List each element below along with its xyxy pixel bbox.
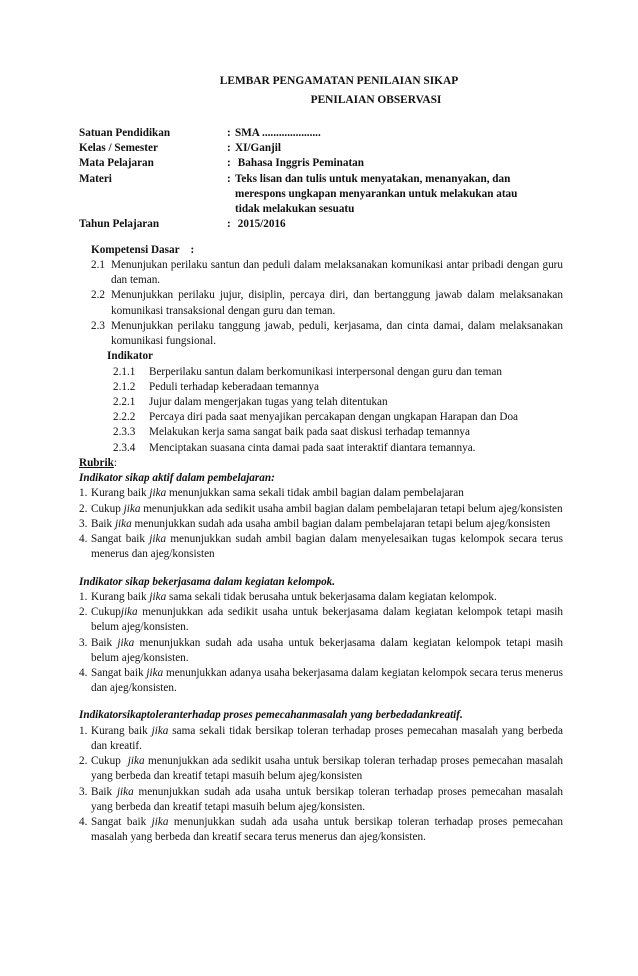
rubric-text [91, 502, 563, 517]
jika-word: jika [117, 636, 135, 649]
jika-word: jika [149, 590, 167, 603]
indikator-number: 2.3.4 [113, 441, 136, 454]
document-subtitle: PENILAIAN OBSERVASI [310, 93, 442, 106]
rubric-description: menunjukkan sudah ada usaha untuk bekerjasama dalam kegiatan kelompok tetapi masih belum ajeg/konsisten. [91, 636, 563, 664]
document-title: LEMBAR PENGAMATAN PENILAIAN SIKAP [219, 75, 459, 87]
rubric-description: menunjukkan ada sedikit usaha untuk bekerjasama dalam kegiatan kelompok tetapi masih belum ajeg/konsisten. [91, 606, 563, 634]
rubric-description: sama sekali tidak bersikap toleran terhadap proses pemecahan masalah yang berbeda dan kreatif. [91, 724, 563, 752]
rubric-item [79, 666, 563, 696]
meta-row-mapel [79, 156, 563, 171]
jika-word: jika [120, 606, 138, 619]
section-title: Indikator sikap aktif dalam pembelajaran: [79, 472, 275, 485]
rubric-level: Baik [91, 636, 118, 649]
rubric-text [91, 785, 563, 815]
document-content [79, 74, 563, 846]
rubric-description: menunjukkan sudah ada usaha untuk bersikap toleran terhadap proses pemecahan masalah yang berbeda dan kreatif secara terus menerus dan ajeg/konsisten. [91, 816, 563, 844]
meta-colon: : [227, 157, 231, 170]
meta-value: SMA ..................... [235, 127, 321, 139]
rubric-item [79, 532, 563, 562]
rubric-number: 3. [79, 785, 88, 798]
rubric-text [91, 724, 563, 754]
kompetensi-number: 2.1 [91, 258, 105, 271]
rubric-level: Kurang baik [91, 590, 150, 603]
indikator-number: 2.2.2 [113, 411, 136, 424]
rubric-text [91, 532, 563, 562]
rubrik-heading [79, 456, 563, 471]
rubric-section-toleran [79, 708, 563, 845]
indikator-heading: Indikator [107, 350, 154, 363]
jika-word: jika [146, 666, 164, 679]
meta-row-satuan [79, 126, 563, 141]
rubric-item [79, 815, 563, 845]
kompetensi-number: 2.2 [91, 289, 105, 302]
rubric-level: Baik [91, 785, 117, 798]
rubric-section-aktif [79, 471, 563, 562]
rubric-level: Sangat baik [91, 816, 152, 829]
rubric-number: 3. [79, 517, 88, 530]
indikator-number: 2.1.1 [113, 365, 136, 378]
rubric-number: 4. [79, 533, 88, 546]
kompetensi-dasar-heading: Kompetensi Dasar : [91, 243, 195, 256]
indikator-item [113, 395, 563, 410]
meta-value: Teks lisan dan tulis untuk menyatakan, menanyakan, dan merespons ungkapan menyarankan untuk melakukan atau tidak melakukan sesuatu [235, 172, 518, 216]
meta-row-materi [79, 172, 563, 218]
rubric-item [79, 754, 563, 784]
rubric-number: 1. [79, 487, 88, 500]
rubric-text [91, 605, 563, 635]
rubric-item [79, 605, 563, 635]
meta-colon: : [227, 172, 231, 185]
jika-word: jika [149, 533, 167, 546]
rubrik-label: Rubrik [79, 456, 114, 469]
indikator-number: 2.2.1 [113, 395, 136, 408]
meta-colon: : [227, 218, 231, 231]
rubric-item [79, 636, 563, 666]
rubric-number: 1. [79, 724, 88, 737]
meta-label: Satuan Pendidikan [79, 127, 171, 139]
indikator-text: Jujur dalam mengerjakan tugas yang telah ditentukan [149, 395, 388, 408]
rubric-item [79, 502, 563, 517]
meta-value: 2015/2016 [235, 218, 286, 231]
rubric-text [91, 486, 563, 501]
indikator-text: Percaya diri pada saat menyajikan percakapan dengan ungkapan Harapan dan Doa [149, 411, 519, 424]
rubric-level: Baik [91, 517, 115, 530]
rubric-section-bekerjasama [79, 575, 563, 697]
section-title: Indikatorsikaptoleranterhadap proses pemecahanmasalah yang berbedadankreatif. [79, 709, 463, 722]
jika-word: jika [151, 816, 169, 829]
rubric-description: menunjukkan sudah ambil bagian dalam menyelesaikan tugas kelompok secara terus menerus dan ajeg/konsisten [91, 533, 564, 561]
rubric-level: Sangat baik [91, 533, 150, 546]
kompetensi-item [91, 319, 563, 349]
rubric-item [79, 785, 563, 815]
meta-label: Tahun Pelajaran [79, 218, 160, 231]
rubric-description: menunjukkan sama sekali tidak ambil bagian dalam pembelajaran [166, 487, 464, 500]
rubric-text [91, 815, 563, 845]
rubric-item [79, 486, 563, 501]
meta-row-tahun [79, 217, 563, 232]
rubric-number: 4. [79, 816, 88, 829]
rubric-text [91, 517, 563, 532]
rubric-description: menunjukkan sudah ada usaha ambil bagian dalam pembelajaran tetapi belum ajeg/konsisten [131, 517, 551, 530]
rubric-level: Sangat baik [91, 666, 147, 679]
rubric-number: 1. [79, 590, 88, 603]
meta-table [79, 126, 563, 233]
rubric-text [91, 754, 563, 784]
indikator-item [113, 380, 563, 395]
indikator-item [113, 410, 563, 425]
rubric-item [79, 590, 563, 605]
rubric-description: sama sekali tidak berusaha untuk bekerjasama dalam kegiatan kelompok. [166, 590, 497, 603]
indikator-text: Berperilaku santun dalam berkomunikasi interpersonal dengan guru dan teman [149, 365, 502, 378]
jika-word: jika [114, 517, 132, 530]
indikator-text: Melakukan kerja sama sangat baik pada saat diskusi terhadap temannya [149, 426, 470, 439]
meta-value: XI/Ganjil [235, 142, 282, 155]
rubric-number: 2. [79, 502, 88, 515]
rubric-text [91, 590, 563, 605]
section-title: Indikator sikap bekerjasama dalam kegiatan kelompok. [79, 575, 336, 588]
kompetensi-number: 2.3 [91, 319, 105, 332]
rubric-number: 2. [79, 606, 88, 619]
indikator-item [113, 425, 563, 440]
rubric-item [79, 517, 563, 532]
jika-word: jika [123, 502, 141, 515]
jika-word: jika [116, 785, 134, 798]
indikator-item [113, 441, 563, 456]
jika-word: jika [149, 487, 167, 500]
rubric-number: 4. [79, 666, 88, 679]
rubric-description: menunjukkan ada sedikit usaha ambil bagian dalam pembelajaran tetapi belum ajeg/konsisten [140, 502, 563, 515]
indikator-item [113, 365, 563, 380]
meta-colon: : [227, 142, 231, 155]
rubric-level: Kurang baik [91, 724, 152, 737]
rubrik-colon: : [113, 456, 117, 469]
meta-label: Kelas / Semester [79, 142, 158, 155]
meta-value: Bahasa Inggris Peminatan [235, 157, 364, 170]
meta-row-kelas [79, 141, 563, 156]
rubric-text [91, 636, 563, 666]
indikator-text: Peduli terhadap keberadaan temannya [149, 380, 319, 393]
jika-word: jika [151, 724, 169, 737]
meta-label: Mata Pelajaran [79, 157, 154, 170]
kompetensi-text: Menunjukkan perilaku jujur, disiplin, percaya diri, dan bertanggung jawab dalam melaksanakan komunikasi transaksional dengan guru dan teman. [111, 289, 563, 317]
rubric-description: menunjukkan sudah ada usaha untuk bersikap toleran terhadap proses pemecahan masalah yang berbeda dan kreatif tetapi masuih belum ajeg/konsisten. [91, 785, 563, 813]
meta-colon: : [227, 127, 231, 139]
indikator-text: Menciptakan suasana cinta damai pada saat interaktif diantara temannya. [149, 441, 476, 454]
indikator-number: 2.1.2 [113, 380, 136, 393]
rubric-description: menunjukkan ada sedikit usaha untuk bersikap toleran terhadap proses pemecahan masalah yang berbeda dan kreatif tetapi masuih belum ajeg/konsisten [91, 755, 564, 783]
rubric-level: Cukup [91, 606, 121, 619]
rubric-level: Cukup [91, 502, 124, 515]
kompetensi-item [91, 288, 563, 318]
rubric-text [91, 666, 563, 696]
rubric-item [79, 724, 563, 754]
rubric-level: Cukup [91, 755, 128, 768]
indikator-number: 2.3.3 [113, 426, 136, 439]
meta-label: Materi [79, 172, 112, 185]
rubric-number: 3. [79, 636, 88, 649]
rubric-number: 2. [79, 755, 88, 768]
jika-word: jika [127, 755, 145, 768]
kompetensi-text: Menunjukan perilaku santun dan peduli dalam melaksanakan komunikasi antar pribadi dengan guru dan teman. [111, 258, 563, 287]
kompetensi-item [91, 258, 563, 288]
kompetensi-text: Menunjukkan perilaku tanggung jawab, peduli, kerjasama, dan cinta damai, dalam melaksanakan komunikasi fungsional. [111, 319, 563, 348]
rubric-level: Kurang baik [91, 487, 150, 500]
rubric-description: menunjukkan adanya usaha bekerjasama dalam kegiatan kelompok secara terus menerus dan ajeg/konsisten. [91, 666, 563, 695]
